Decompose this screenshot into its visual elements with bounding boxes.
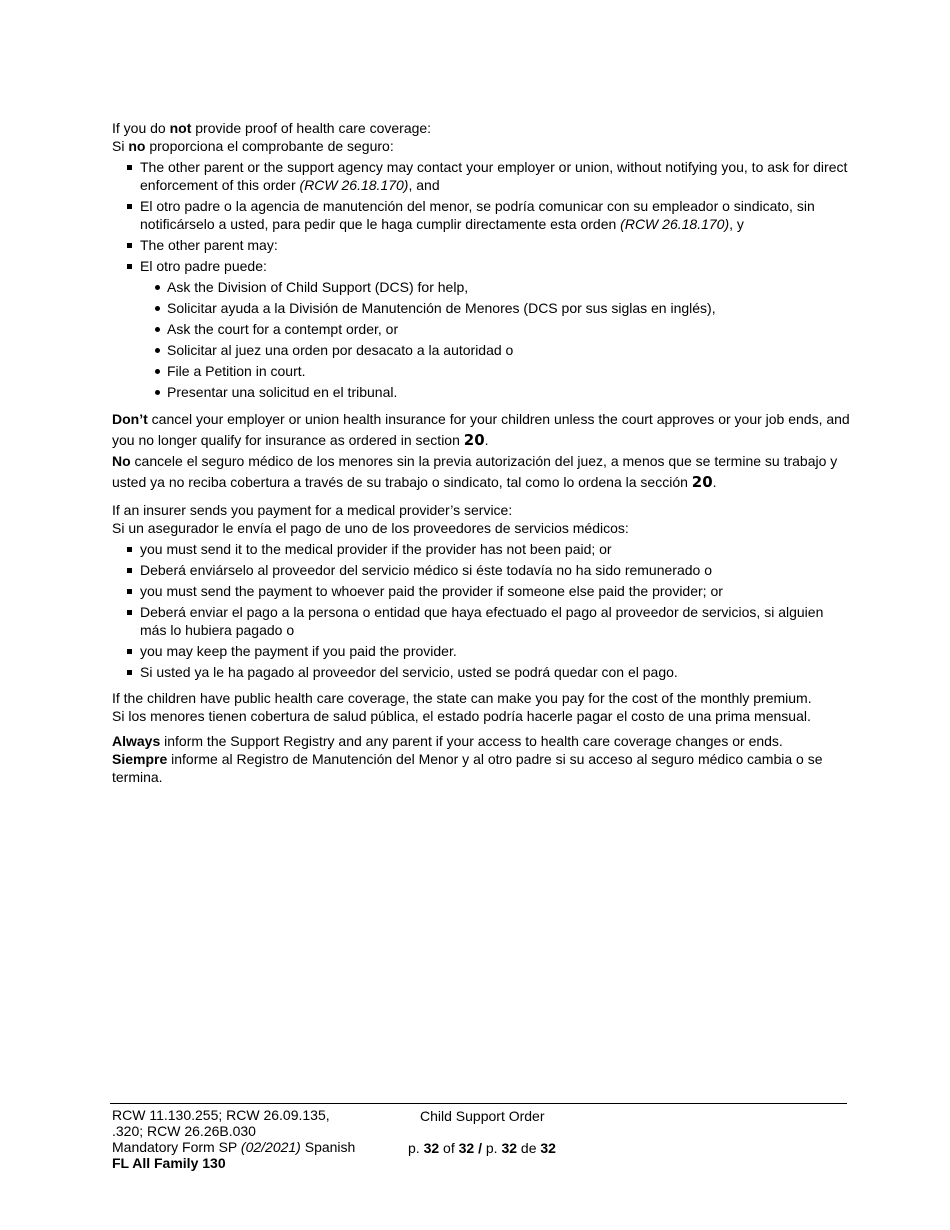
section-number: 20 [691,473,713,491]
list-item: The other parent or the support agency may contact your employer or union, without notifying you, to ask for direct enforcement of this order (RCW 26.18.170), and [112,158,852,194]
no-proof-heading-es: Si no proporciona el comprobante de seguro: [112,138,394,154]
list-item: Solicitar al juez una orden por desacato a la autoridad o [140,341,852,359]
footer-rcw-line1: RCW 11.130.255; RCW 26.09.135, [112,1107,330,1123]
section-number: 20 [463,431,485,449]
other-parent-options [140,278,852,401]
footer-divider [110,1103,847,1104]
no-proof-heading-en: If you do not provide proof of health care coverage: [112,120,432,136]
list-item: File a Petition in court. [140,362,852,380]
public-coverage-es: Si los menores tienen cobertura de salud pública, el estado podría hacerle pagar el costo de una prima mensual. [112,708,811,724]
no-proof-list [112,158,852,401]
list-item: El otro padre puede: Ask the Division of Child Support (DCS) for help, Solicitar ayuda a la División de Manutención de Menores (DCS por sus siglas en inglés), Ask the court for a contempt order, or Solicitar al juez una orden por desacato a la autoridad o File a Petition in court. Presentar una solicitud en el tribunal. [112,257,852,401]
list-item: Deberá enviar el pago a la persona o entidad que haya efectuado el pago al proveedor de servicios, si alguien más lo hubiera pagado o [112,603,852,639]
insurer-payment-heading-en: If an insurer sends you payment for a medical provider’s service: [112,502,513,518]
list-item: Deberá enviárselo al proveedor del servicio médico si éste todavía no ha sido remunerado o [112,561,852,579]
public-coverage-notice [112,689,852,725]
list-item: Solicitar ayuda a la División de Manutención de Menores (DCS por sus siglas en inglés), [140,299,852,317]
list-item: you must send it to the medical provider if the provider has not been paid; or [112,540,852,558]
footer-title: Child Support Order [420,1108,545,1124]
list-item: Si usted ya le ha pagado al proveedor del servicio, usted se podrá quedar con el pago. [112,663,852,681]
insurer-payment-heading-es: Si un asegurador le envía el pago de uno de los proveedores de servicios médicos: [112,520,629,536]
list-item: Presentar una solicitud en el tribunal. [140,383,852,401]
list-item: Ask the Division of Child Support (DCS) for help, [140,278,852,296]
dont-cancel-es: No cancele el seguro médico de los menores sin la previa autorización del juez, a menos que se termine su trabajo y usted ya no reciba cobertura a través de su trabajo o sindicato, tal como lo ordena la sección 20. [112,453,838,491]
footer-form-line: Mandatory Form SP (02/2021) Spanish [112,1139,356,1155]
list-item: you may keep the payment if you paid the provider. [112,642,852,660]
footer-form-id: FL All Family 130 [112,1155,226,1171]
dont-cancel-notice [112,409,852,493]
list-item: El otro padre o la agencia de manutención del menor, se podría comunicar con su empleador o sindicato, sin notificárselo a usted, para pedir que le haga cumplir directamente esta orden (RCW 26.18.170), y [112,197,852,233]
document-body [112,119,852,786]
always-inform-en: Always inform the Support Registry and any parent if your access to health care coverage changes or ends. [112,733,783,749]
list-item: Ask the court for a contempt order, or [140,320,852,338]
always-inform-notice [112,732,852,786]
public-coverage-en: If the children have public health care coverage, the state can make you pay for the cost of the monthly premium. [112,690,812,706]
list-item: The other parent may: [112,236,852,254]
insurer-payment-list [112,540,852,681]
list-item: you must send the payment to whoever paid the provider if someone else paid the provider; or [112,582,852,600]
dont-cancel-en: Don’t cancel your employer or union health insurance for your children unless the court approves or your job ends, and you no longer qualify for insurance as ordered in section 20. [112,411,850,449]
page-number: p. 32 of 32 / p. 32 de 32 [408,1140,556,1156]
always-inform-es: Siempre informe al Registro de Manutención del Menor y al otro padre si su acceso al seguro médico cambia o se termina. [112,751,823,785]
footer-statutes [112,1107,392,1171]
footer-rcw-line2: .320; RCW 26.26B.030 [112,1123,256,1139]
